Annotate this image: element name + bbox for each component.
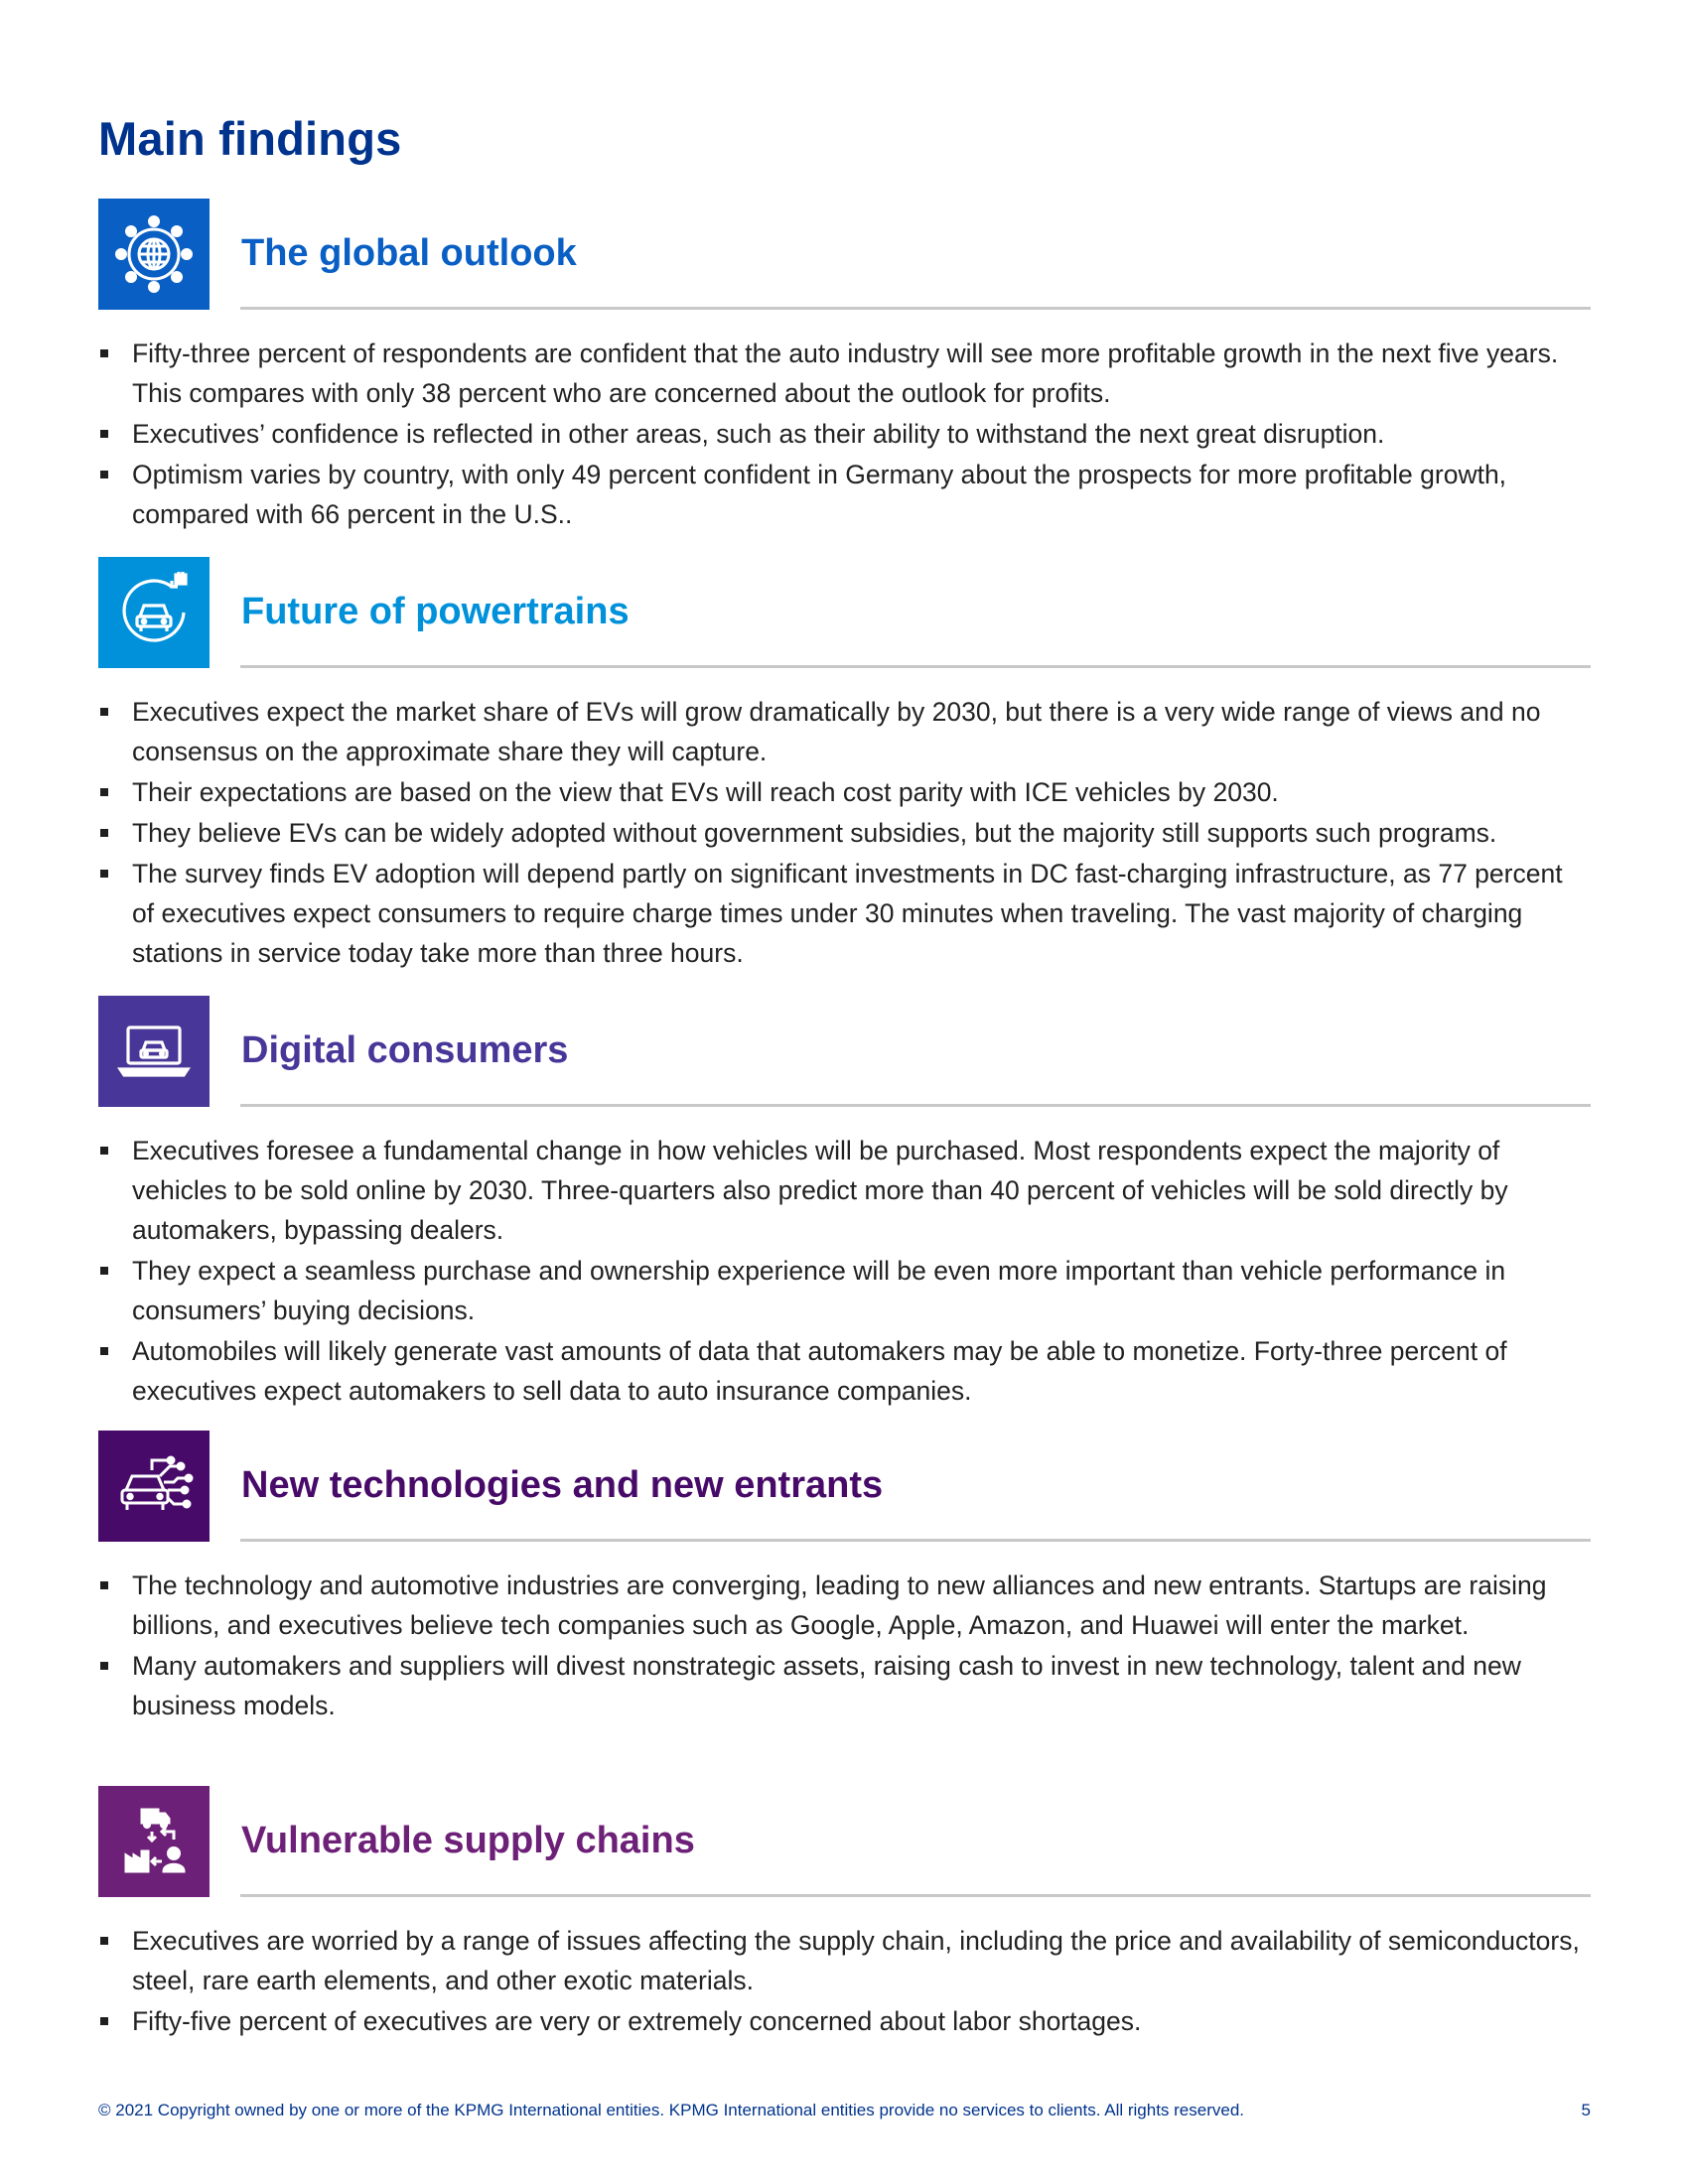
bullet-item: Executives expect the market share of EVs will grow dramatically by 2030, but there is a very wide range of views and no consensus on the approximate share they will capture. [98,692,1591,771]
section-global-outlook [98,199,1591,529]
bullet-item: The survey finds EV adoption will depend partly on significant investments in DC fast-charging infrastructure, as 77 percent of executives expect consumers to require charge times under 30 minutes when traveling. The vast majority of charging stations in service today take more than three hours. [98,854,1591,973]
laptop-car-icon [98,996,210,1107]
bullet-list [98,334,1591,534]
bullet-item: Optimism varies by country, with only 49 percent confident in Germany about the prospects for more profitable growth, compared with 66 percent in the U.S.. [98,455,1591,534]
bullet-item: They expect a seamless purchase and ownership experience will be even more important than vehicle performance in consumers’ buying decisions. [98,1251,1591,1330]
section-title: Future of powertrains [241,591,630,632]
bullet-item: Executives are worried by a range of issues affecting the supply chain, including the price and availability of semiconductors, steel, rare earth elements, and other exotic materials. [98,1921,1591,2000]
bullet-item: Their expectations are based on the view that EVs will reach cost parity with ICE vehicles by 2030. [98,772,1591,812]
section-header [98,996,1591,1107]
section-vulnerable-supply-chains [98,1786,1591,2036]
section-header [98,1431,1591,1542]
page-number: 5 [1581,2101,1591,2119]
section-title: New technologies and new entrants [241,1464,884,1506]
section-digital-consumers [98,996,1591,1406]
page-title: Main findings [98,112,402,165]
section-new-technologies [98,1431,1591,1720]
bullet-item: Fifty-five percent of executives are very or extremely concerned about labor shortages. [98,2001,1591,2041]
bullet-item: Executives’ confidence is reflected in other areas, such as their ability to withstand the next great disruption. [98,414,1591,454]
section-divider [240,307,1591,310]
connected-car-circuit-icon [98,1431,210,1542]
globe-network-icon [98,199,210,310]
supply-chain-icon [98,1786,210,1897]
section-future-of-powertrains [98,557,1591,968]
section-header [98,557,1591,668]
bullet-item: They believe EVs can be widely adopted without government subsidies, but the majority still supports such programs. [98,813,1591,853]
section-title: The global outlook [241,232,577,274]
bullet-item: Automobiles will likely generate vast amounts of data that automakers may be able to monetize. Forty-three percent of executives expect automakers to sell data to auto insurance companies. [98,1331,1591,1411]
bullet-list [98,1131,1591,1411]
section-divider [240,1104,1591,1107]
bullet-item: The technology and automotive industries are converging, leading to new alliances and new entrants. Startups are raising billions, and executives believe tech companies such as Google, Apple, Amazon, and Huawei will enter the market. [98,1566,1591,1645]
section-divider [240,1539,1591,1542]
section-title: Vulnerable supply chains [241,1820,695,1861]
section-header [98,1786,1591,1897]
bullet-item: Executives foresee a fundamental change in how vehicles will be purchased. Most respondents expect the majority of vehicles to be sold online by 2030. Three-quarters also predict more than 40 percent of vehicles will be sold directly by automakers, bypassing dealers. [98,1131,1591,1250]
section-divider [240,665,1591,668]
section-divider [240,1894,1591,1897]
section-title: Digital consumers [241,1029,569,1071]
section-header [98,199,1591,310]
bullet-list [98,692,1591,973]
bullet-list [98,1921,1591,2041]
bullet-list [98,1566,1591,1725]
copyright-notice: © 2021 Copyright owned by one or more of the KPMG International entities. KPMG International entities provide no services to clients. All rights reserved. [98,2101,1244,2119]
bullet-item: Fifty-three percent of respondents are confident that the auto industry will see more profitable growth in the next five years. This compares with only 38 percent who are concerned about the outlook for profits. [98,334,1591,413]
bullet-item: Many automakers and suppliers will divest nonstrategic assets, raising cash to invest in new technology, talent and new business models. [98,1646,1591,1725]
electric-car-plug-icon [98,557,210,668]
